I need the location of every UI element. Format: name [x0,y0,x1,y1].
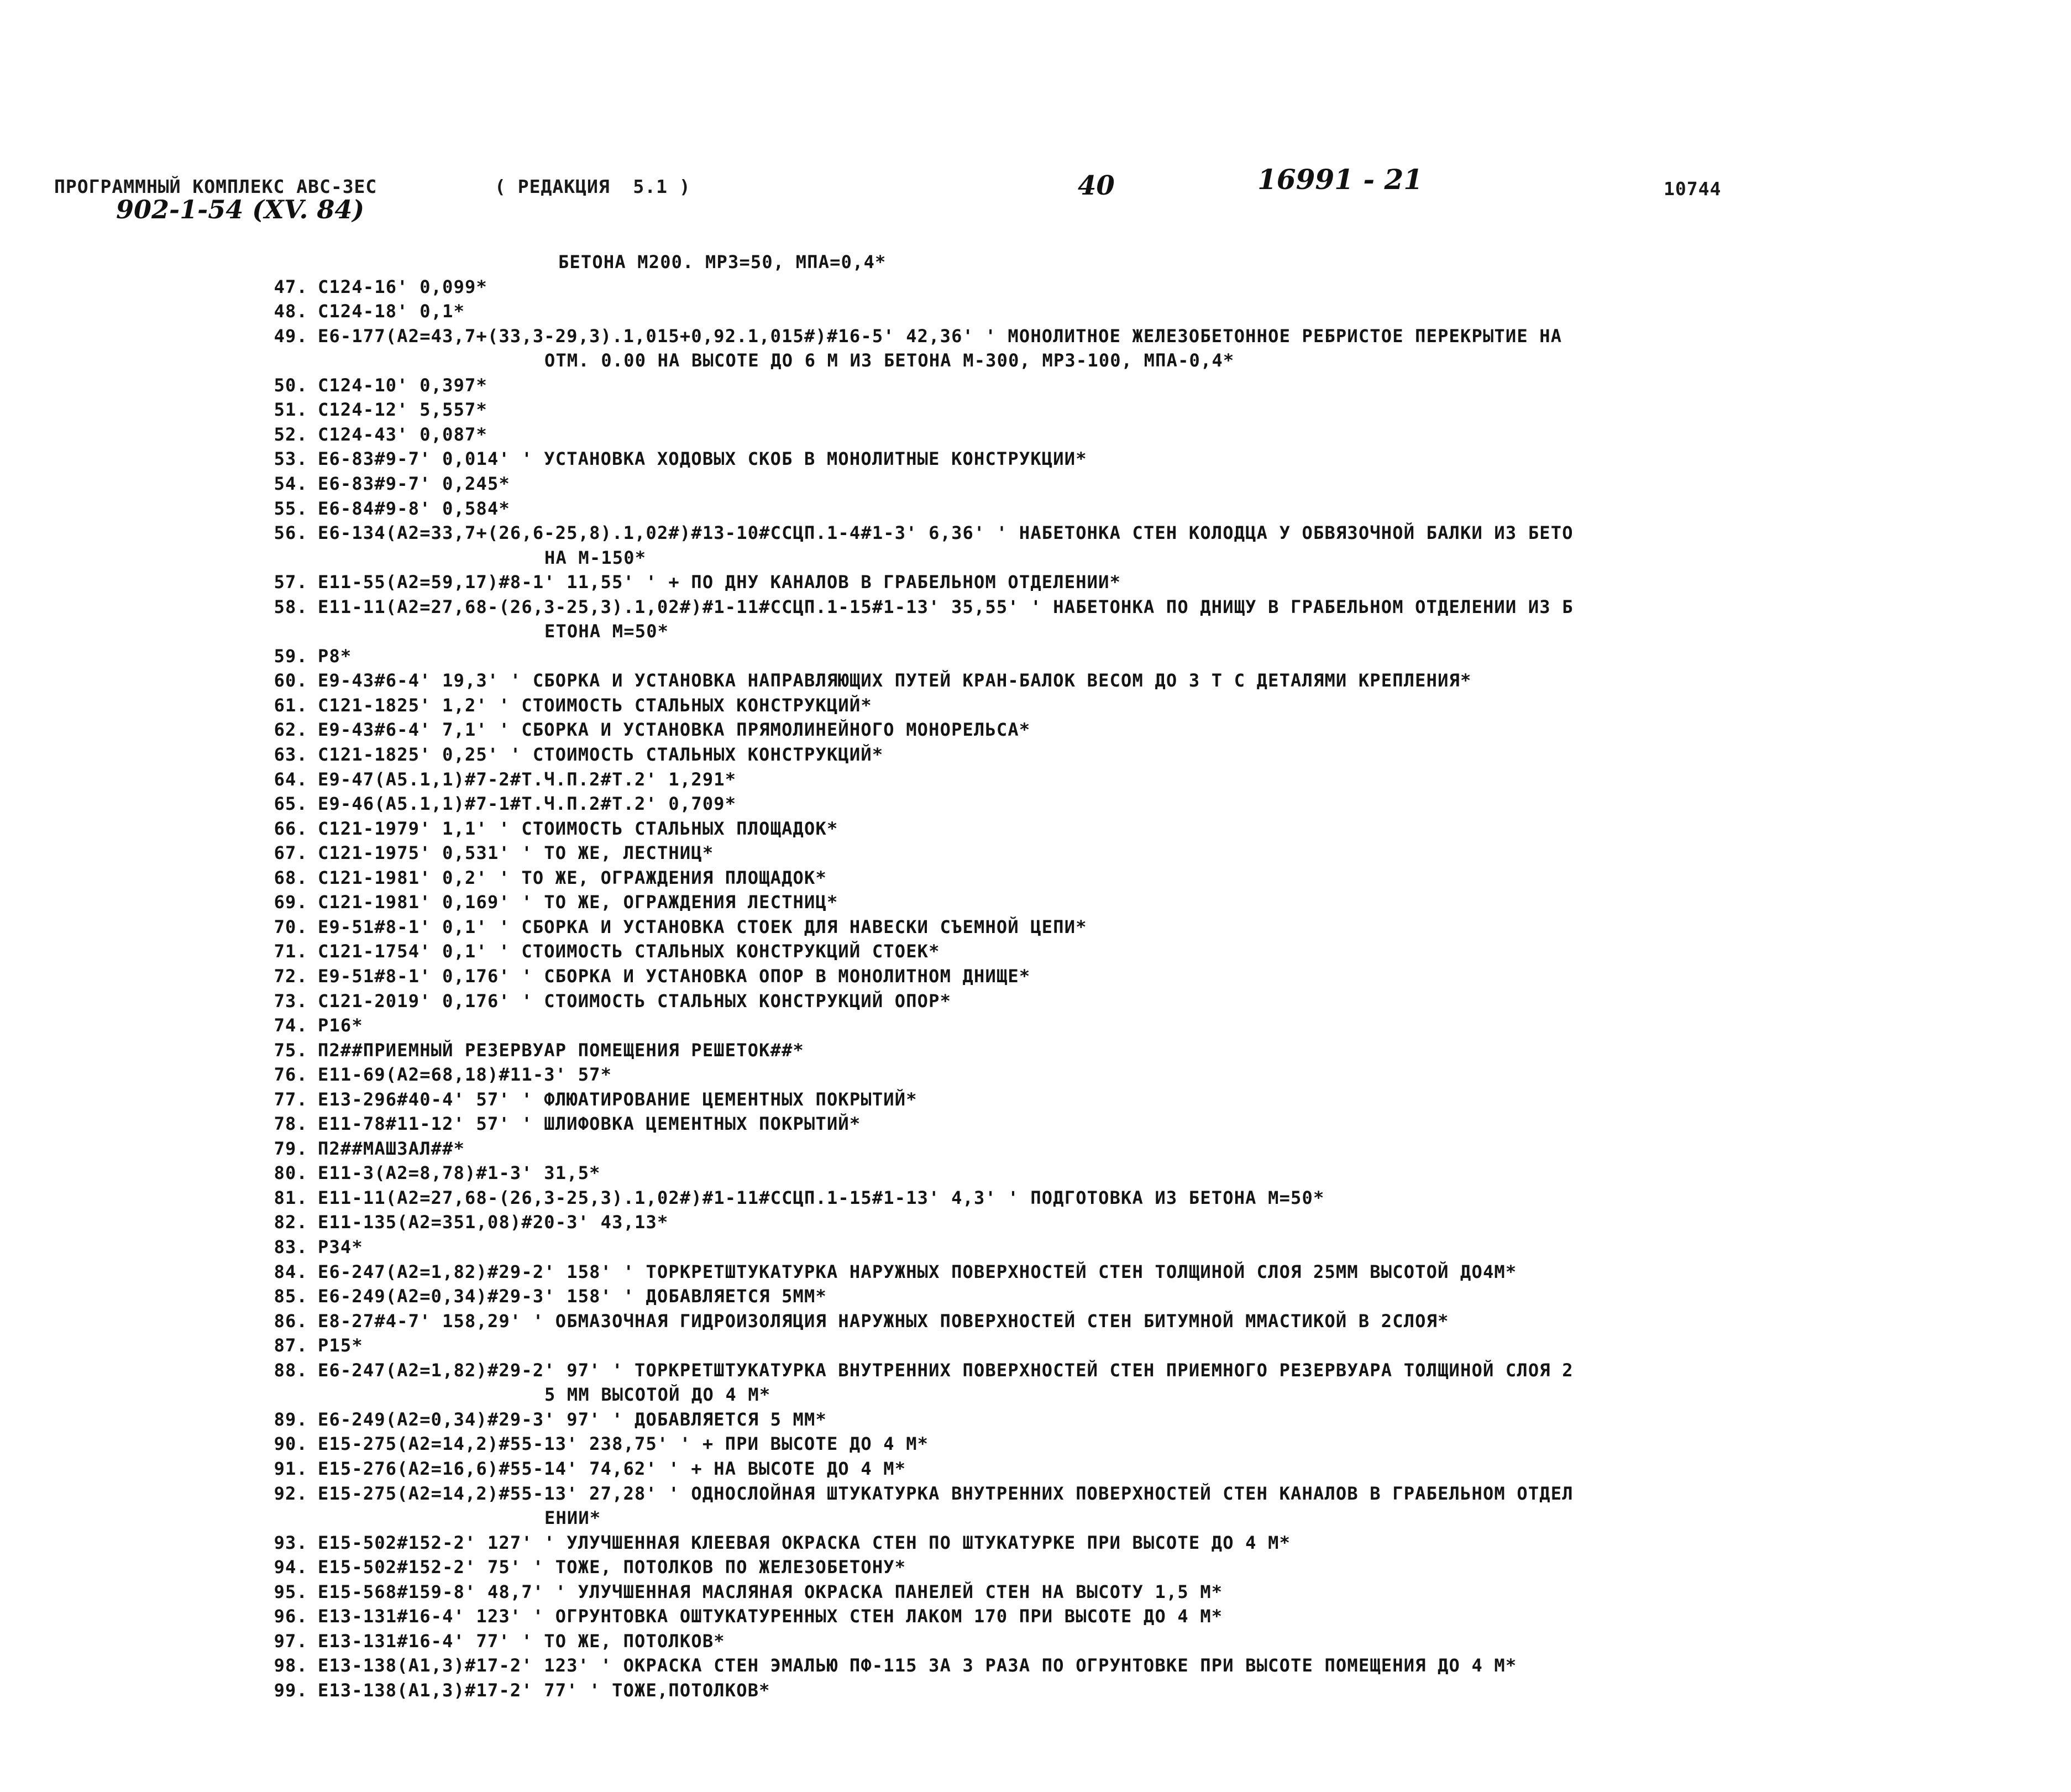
listing-line [0,1136,2071,1161]
listing-line [0,1112,2071,1136]
line-number: 71. [274,941,308,962]
line-text: ОТМ. 0.00 НА ВЫСОТЕ ДО 6 М ИЗ БЕТОНА М-300, МРЗ-100, МПА-0,4* [544,350,1235,371]
line-number: 89. [274,1408,308,1430]
line-number: 55. [274,497,308,519]
listing-line [0,373,2071,397]
listing-line [0,693,2071,717]
line-text: Е13-138(А1,3)#17-2' 77' ' ТОЖЕ,ПОТОЛКОВ* [318,1679,770,1701]
line-text: 5 ММ ВЫСОТОЙ ДО 4 М* [544,1384,771,1406]
line-number: 95. [274,1581,308,1602]
line-text: Е6-84#9-8' 0,584* [318,497,510,519]
listing-line [0,1604,2071,1628]
line-text: Е9-46(А5.1,1)#7-1#Т.Ч.П.2#Т.2' 0,709* [318,793,737,815]
line-number: 63. [274,744,308,765]
listing-line [0,1629,2071,1653]
line-text: Е11-11(А2=27,68-(26,3-25,3).1,02#)#1-11#ССЦП.1-15#1-13' 4,3' ' ПОДГОТОВКА ИЗ БЕТОНА М=50* [318,1187,1325,1208]
line-number: 73. [274,990,308,1012]
listing-line [0,668,2071,693]
line-number: 90. [274,1433,308,1455]
line-text: Е15-568#159-8' 48,7' ' УЛУЧШЕННАЯ МАСЛЯНАЯ ОКРАСКА ПАНЕЛЕЙ СТЕН НА ВЫСОТУ 1,5 М* [318,1581,1223,1602]
listing-line [0,816,2071,841]
line-text: Е6-83#9-7' 0,245* [318,473,510,494]
line-text: Е15-275(А2=14,2)#55-13' 27,28' ' ОДНОСЛОЙНАЯ ШТУКАТУРКА ВНУТРЕННИХ ПОВЕРХНОСТЕЙ СТЕН КАНАЛОВ В ГРАБЕЛЬНОМ ОТДЕЛ [318,1482,1574,1504]
listing-line [0,1309,2071,1333]
line-text: С121-1981' 0,169' ' ТО ЖЕ, ОГРАЖДЕНИЯ ЛЕСТНИЦ* [318,892,838,913]
listing-line [0,1358,2071,1382]
line-number: 87. [274,1335,308,1356]
listing-line [0,792,2071,816]
line-text: Е9-51#8-1' 0,176' ' СБОРКА И УСТАНОВКА ОПОР В МОНОЛИТНОМ ДНИЩЕ* [318,965,1031,987]
line-text: П2##МАШЗАЛ##* [318,1138,465,1159]
line-number: 47. [274,276,308,297]
listing-line [0,496,2071,521]
listing-line [0,397,2071,422]
line-number: 70. [274,916,308,937]
line-number: 99. [274,1679,308,1701]
line-number: 97. [274,1630,308,1652]
listing-line [0,1407,2071,1432]
line-text: Е15-502#152-2' 127' ' УЛУЧШЕННАЯ КЛЕЕВАЯ ОКРАСКА СТЕН ПО ШТУКАТУРКЕ ПРИ ВЫСОТЕ ДО 4 М* [318,1532,1291,1553]
sheet-id: 10744 [1664,178,1722,200]
listing-line [0,742,2071,767]
line-number: 94. [274,1557,308,1578]
program-title: ПРОГРАММНЫЙ КОМПЛЕКС АВС-3ЕС [54,176,378,197]
line-number: 85. [274,1286,308,1307]
listing-line [0,1555,2071,1579]
listing-line [0,1210,2071,1234]
line-number: 86. [274,1310,308,1332]
listing-line [0,1506,2071,1530]
line-text: Р34* [318,1236,363,1257]
line-number: 80. [274,1162,308,1184]
line-text: Р16* [318,1015,363,1036]
listing-line [0,1186,2071,1210]
listing-line [0,866,2071,890]
listing-line [0,521,2071,545]
line-number: 65. [274,793,308,815]
line-number: 48. [274,301,308,322]
line-number: 61. [274,694,308,716]
line-text: С121-1979' 1,1' ' СТОИМОСТЬ СТАЛЬНЫХ ПЛОЩАДОК* [318,818,838,839]
line-number: 74. [274,1015,308,1036]
listing-line [0,447,2071,471]
line-number: 98. [274,1655,308,1676]
line-text: Е13-138(А1,3)#17-2' 123' ' ОКРАСКА СТЕН ЭМАЛЬЮ ПФ-115 ЗА 3 РАЗА ПО ОГРУНТОВКЕ ПРИ ВЫСОТЕ ПОМЕЩЕНИЯ ДО 4 М* [318,1655,1517,1676]
listing-line [0,570,2071,594]
line-text: Е8-27#4-7' 158,29' ' ОБМАЗОЧНАЯ ГИДРОИЗОЛЯЦИЯ НАРУЖНЫХ ПОВЕРХНОСТЕЙ СТЕН БИТУМНОЙ ММАСТИКОЙ В 2СЛОЯ* [318,1310,1449,1332]
line-text: С121-1754' 0,1' ' СТОИМОСТЬ СТАЛЬНЫХ КОНСТРУКЦИЙ СТОЕК* [318,941,940,962]
listing-line [0,1013,2071,1038]
handwritten-code: 16991 - 21 [1257,163,1423,196]
line-text: Е11-78#11-12' 57' ' ШЛИФОВКА ЦЕМЕНТНЫХ ПОКРЫТИЙ* [318,1113,861,1135]
line-text: Е6-83#9-7' 0,014' ' УСТАНОВКА ХОДОВЫХ СКОБ В МОНОЛИТНЫЕ КОНСТРУКЦИИ* [318,448,1087,470]
listing-line [0,1333,2071,1358]
listing-line [0,964,2071,988]
listing-line [0,250,2071,274]
line-text: Е11-55(А2=59,17)#8-1' 11,55' ' + ПО ДНУ КАНАЛОВ В ГРАБЕЛЬНОМ ОТДЕЛЕНИИ* [318,572,1121,593]
line-number: 76. [274,1064,308,1086]
line-text: Е6-247(А2=1,82)#29-2' 97' ' ТОРКРЕТШТУКАТУРКА ВНУТРЕННИХ ПОВЕРХНОСТЕЙ СТЕН ПРИЕМНОГО РЕЗЕРВУАРА ТОЛЩИНОЙ СЛОЯ 2 [318,1359,1574,1381]
listing-line [0,471,2071,496]
line-text: ЕТОНА М=50* [544,621,669,642]
listing-line [0,841,2071,865]
line-text: Е6-177(А2=43,7+(33,3-29,3).1,015+0,92.1,015#)#16-5' 42,36' ' МОНОЛИТНОЕ ЖЕЛЕЗОБЕТОННОЕ РЕБРИСТОЕ ПЕРЕКРЫТИЕ НА [318,325,1563,347]
listing-line [0,890,2071,914]
listing-line [0,915,2071,939]
line-text: С121-1975' 0,531' ' ТО ЖЕ, ЛЕСТНИЦ* [318,842,714,864]
listing-line [0,1531,2071,1555]
handwritten-reference: 902-1-54 (XV. 84) [116,195,365,224]
line-number: 51. [274,399,308,421]
line-text: Е11-3(А2=8,78)#1-3' 31,5* [318,1162,601,1184]
listing-line [0,348,2071,373]
page-number: 40 [1078,170,1115,201]
line-number: 66. [274,818,308,839]
listing-line [0,1580,2071,1604]
line-number: 79. [274,1138,308,1159]
listing-line [0,1678,2071,1702]
line-number: 50. [274,374,308,396]
line-number: 59. [274,645,308,667]
line-number: 60. [274,670,308,691]
line-number: 49. [274,325,308,347]
line-number: 68. [274,867,308,888]
line-text: Е13-131#16-4' 123' ' ОГРУНТОВКА ОШТУКАТУРЕННЫХ СТЕН ЛАКОМ 170 ПРИ ВЫСОТЕ ДО 4 М* [318,1606,1223,1627]
listing-line [0,299,2071,323]
line-number: 57. [274,572,308,593]
line-text: Е9-43#6-4' 7,1' ' СБОРКА И УСТАНОВКА ПРЯМОЛИНЕЙНОГО МОНОРЕЛЬСА* [318,719,1031,741]
line-number: 82. [274,1212,308,1233]
line-text: Е15-502#152-2' 75' ' ТОЖЕ, ПОТОЛКОВ ПО ЖЕЛЕЗОБЕТОНУ* [318,1557,906,1578]
listing-line [0,644,2071,668]
line-text: Е6-249(А2=0,34)#29-3' 158' ' ДОБАВЛЯЕТСЯ 5ММ* [318,1286,827,1307]
line-text: Е11-69(А2=68,18)#11-3' 57* [318,1064,612,1086]
line-number: 78. [274,1113,308,1135]
line-number: 64. [274,768,308,790]
line-number: 83. [274,1236,308,1257]
line-text: С124-12' 5,557* [318,399,487,421]
listing-line [0,1038,2071,1062]
listing-line [0,1087,2071,1112]
listing-line [0,422,2071,447]
line-text: БЕТОНА М200. МРЗ=50, МПА=0,4* [558,251,887,273]
listing-line [0,595,2071,619]
line-text: Р15* [318,1335,363,1356]
listing-line [0,1481,2071,1506]
line-number: 88. [274,1359,308,1381]
line-number: 72. [274,965,308,987]
line-number: 56. [274,522,308,544]
line-text: Е11-135(А2=351,08)#20-3' 43,13* [318,1212,669,1233]
line-text: С124-43' 0,087* [318,423,487,445]
line-text: Е6-249(А2=0,34)#29-3' 97' ' ДОБАВЛЯЕТСЯ 5 ММ* [318,1408,827,1430]
listing-line [0,1432,2071,1456]
line-text: Е9-43#6-4' 19,3' ' СБОРКА И УСТАНОВКА НАПРАВЛЯЮЩИХ ПУТЕЙ КРАН-БАЛОК ВЕСОМ ДО 3 Т С ДЕТАЛЯМИ КРЕПЛЕНИЯ* [318,670,1472,691]
line-number: 92. [274,1482,308,1504]
line-text: Е15-275(А2=14,2)#55-13' 238,75' ' + ПРИ ВЫСОТЕ ДО 4 М* [318,1433,929,1455]
line-number: 53. [274,448,308,470]
listing-line [0,989,2071,1013]
edition-label: ( РЕДАКЦИЯ 5.1 ) [495,176,691,197]
line-number: 77. [274,1088,308,1110]
line-text: С124-10' 0,397* [318,374,487,396]
listing-line [0,1284,2071,1308]
line-number: 93. [274,1532,308,1553]
listing-line [0,1456,2071,1481]
line-text: Е9-47(А5.1,1)#7-2#Т.Ч.П.2#Т.2' 1,291* [318,768,737,790]
line-number: 81. [274,1187,308,1208]
listing-line [0,1062,2071,1087]
line-text: Е13-296#40-4' 57' ' ФЛЮАТИРОВАНИЕ ЦЕМЕНТНЫХ ПОКРЫТИЙ* [318,1088,917,1110]
line-number: 52. [274,423,308,445]
line-text: Е9-51#8-1' 0,1' ' СБОРКА И УСТАНОВКА СТОЕК ДЛЯ НАВЕСКИ СЪЕМНОЙ ЦЕПИ* [318,916,1087,937]
line-number: 91. [274,1458,308,1479]
line-text: ЕНИИ* [544,1507,601,1529]
line-number: 75. [274,1039,308,1061]
line-text: Е6-134(А2=33,7+(26,6-25,8).1,02#)#13-10#ССЦП.1-4#1-3' 6,36' ' НАБЕТОНКА СТЕН КОЛОДЦА У ОБВЯЗОЧНОЙ БАЛКИ ИЗ БЕТО [318,522,1574,544]
listing-line [0,324,2071,348]
listing-line [0,767,2071,792]
line-text: С124-16' 0,099* [318,276,487,297]
listing-line [0,275,2071,299]
line-text: С121-1825' 0,25' ' СТОИМОСТЬ СТАЛЬНЫХ КОНСТРУКЦИЙ* [318,744,884,765]
line-text: С124-18' 0,1* [318,301,465,322]
listing-line [0,1260,2071,1284]
line-number: 62. [274,719,308,741]
line-text: С121-2019' 0,176' ' СТОИМОСТЬ СТАЛЬНЫХ КОНСТРУКЦИЙ ОПОР* [318,990,952,1012]
listing-line [0,1653,2071,1678]
line-text: С121-1825' 1,2' ' СТОИМОСТЬ СТАЛЬНЫХ КОНСТРУКЦИЙ* [318,694,872,716]
line-text: Е6-247(А2=1,82)#29-2' 158' ' ТОРКРЕТШТУКАТУРКА НАРУЖНЫХ ПОВЕРХНОСТЕЙ СТЕН ТОЛЩИНОЙ СЛОЯ 25ММ ВЫСОТОЙ ДО4М* [318,1261,1517,1282]
line-text: Е13-131#16-4' 77' ' ТО ЖЕ, ПОТОЛКОВ* [318,1630,725,1652]
line-text: Е11-11(А2=27,68-(26,3-25,3).1,02#)#1-11#ССЦП.1-15#1-13' 35,55' ' НАБЕТОНКА ПО ДНИЩУ В ГРАБЕЛЬНОМ ОТДЕЛЕНИИ ИЗ Б [318,596,1574,617]
line-number: 54. [274,473,308,494]
line-number: 84. [274,1261,308,1282]
listing-line [0,1161,2071,1185]
line-text: П2##ПРИЕМНЫЙ РЕЗЕРВУАР ПОМЕЩЕНИЯ РЕШЕТОК##* [318,1039,805,1061]
line-number: 67. [274,842,308,864]
listing-line [0,546,2071,570]
line-text: Е15-276(А2=16,6)#55-14' 74,62' ' + НА ВЫСОТЕ ДО 4 М* [318,1458,906,1479]
line-text: Р8* [318,645,352,667]
line-number: 96. [274,1606,308,1627]
line-text: НА М-150* [544,547,647,568]
line-number: 69. [274,892,308,913]
listing-line [0,619,2071,643]
line-text: С121-1981' 0,2' ' ТО ЖЕ, ОГРАЖДЕНИЯ ПЛОЩАДОК* [318,867,827,888]
listing-line [0,939,2071,963]
line-number: 58. [274,596,308,617]
listing-line [0,1235,2071,1259]
listing-line [0,717,2071,742]
listing-line [0,1382,2071,1407]
